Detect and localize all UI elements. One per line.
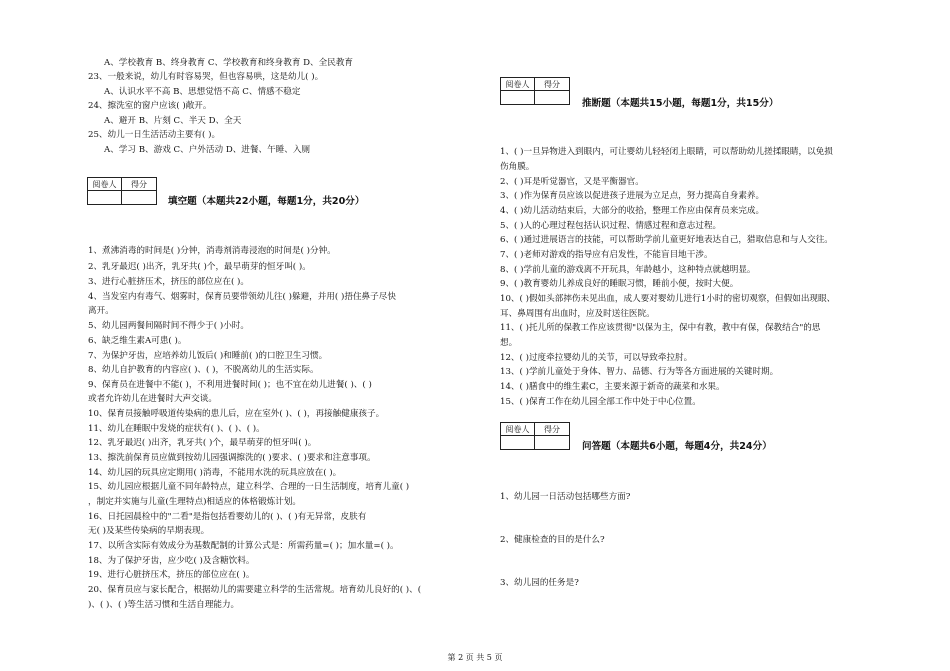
score-box-fill (87, 177, 157, 205)
reviewer-cell (501, 436, 535, 449)
fill-line: 1、煮沸消毒的时间是( )分钟，消毒剂消毒浸泡的时间是( )分钟。 (88, 246, 336, 256)
reviewer-label: 阅卷人 (88, 178, 122, 191)
score-label: 得分 (122, 178, 156, 191)
fill-line: 7、为保护牙齿，应培养幼儿饭后( )和睡前( )的口腔卫生习惯。 (88, 351, 328, 361)
fill-line: 18、为了保护牙齿，应少吃( )及含糖饮料。 (88, 556, 255, 566)
score-label: 得分 (535, 78, 569, 91)
reviewer-label: 阅卷人 (501, 423, 535, 436)
qa-question: 3、幼儿园的任务是? (500, 578, 579, 588)
fill-line: 离开。 (88, 306, 114, 316)
fill-line: 11、幼儿在睡眠中发烧的症状有( )、( )、( )。 (88, 424, 265, 434)
question-line: A、学校教育 B、终身教育 C、学校教育和终身教育 D、全民教育 (104, 58, 354, 68)
judge-line: 2、( )耳是听觉器官，又是平衡器官。 (500, 177, 644, 187)
judge-line: 11、( )托儿所的保教工作应该贯彻"以保为主，保中有教，教中有保，保教结合"的思 (500, 323, 821, 333)
fill-line: 20、保育员应与家长配合，根据幼儿的需要建立科学的生活常规。培育幼儿良好的( )、( (88, 585, 422, 595)
question-line: 24、擦洗室的窗户应该( )敞开。 (88, 101, 212, 111)
question-line: A、学习 B、游戏 C、户外活动 D、进餐、午睡、入厕 (104, 145, 311, 155)
score-cell (535, 436, 569, 449)
fill-line: 16、日托园晨检中的"二看"是指包括看婴幼儿的( )、( )有无异常，皮肤有 (88, 512, 367, 522)
judge-line: 12、( )过度牵拉婴幼儿的关节，可以导致牵拉肘。 (500, 353, 693, 363)
reviewer-label: 阅卷人 (501, 78, 535, 91)
qa-question: 2、健康检查的目的是什么? (500, 535, 605, 545)
reviewer-cell (501, 91, 535, 104)
judge-line: 15、( )保育工作在幼儿园全部工作中处于中心位置。 (500, 397, 701, 407)
fill-line: 2、乳牙最迟( )出齐，乳牙共( )个，最早萌芽的恒牙叫( )。 (88, 262, 311, 272)
fill-line: 17、以所含实际有效成分为基数配制的计算公式是：所需药量=( )；加水量=( )。 (88, 541, 399, 551)
judge-line: 伤角膜。 (500, 162, 535, 172)
fill-line: 12、乳牙最迟( )出齐，乳牙共( )个，最早萌芽的恒牙叫( )。 (88, 438, 317, 448)
fill-line: 4、当发室内有毒气、烟雾时，保育员要带领幼儿往( )躲避，并用( )捂住鼻子尽快 (88, 292, 396, 302)
fill-line: )、( )、( )等生活习惯和生活自理能力。 (88, 600, 240, 610)
judge-line: 3、( )作为保育员应该以促进孩子进展为立足点，努力提高自身素养。 (500, 191, 765, 201)
question-line: 23、一般来说，幼儿有时容易哭，但也容易哄，这是幼儿( )。 (88, 72, 324, 82)
score-box-qa (500, 422, 570, 450)
judge-line: 5、( )人的心理过程包括认识过程、情感过程和意志过程。 (500, 221, 722, 231)
fill-line: 6、缺乏维生素A可患( )。 (88, 336, 187, 346)
judge-line: 1、( )一旦异物进入到眼内，可让婴幼儿轻轻闭上眼睛，可以帮助幼儿搓揉眼睛，以免损 (500, 147, 833, 157)
fill-line: ，制定并实施与儿童(生理特点)相适应的体格锻炼计划。 (88, 497, 301, 507)
question-line: A、避开 B、片刻 C、半天 D、全天 (104, 116, 242, 126)
fill-line: 13、擦洗前保育员应做到按幼儿园强调擦洗的( )要求、( )要求和注意事项。 (88, 453, 376, 463)
fill-line: 14、幼儿园的玩具应定期用( )消毒，不能用水洗的玩具应放在( )。 (88, 468, 342, 478)
judge-line: 13、( )学前儿童处于身体、智力、品德、行为等各方面进展的关键时期。 (500, 367, 779, 377)
judge-line: 耳、鼻周围有出血时，应及时送往医院。 (500, 309, 655, 319)
fill-line: 15、幼儿园应根据儿童不同年龄特点，建立科学、合理的一日生活制度，培育儿童( ) (88, 482, 410, 492)
qa-section-title: 问答题（本题共6小题，每题4分，共24分） (582, 441, 772, 452)
question-line: 25、幼儿一日生活活动主要有( )。 (88, 130, 221, 140)
judge-line: 8、( )学前儿童的游戏离不开玩具，年龄越小，这种特点就越明显。 (500, 265, 756, 275)
judge-line: 6、( )通过进展语言的技能，可以帮助学前儿童更好地表达自己，猎取信息和与人交往。 (500, 235, 833, 245)
reviewer-cell (88, 191, 122, 204)
page-footer: 第 2 页 共 5 页 (447, 653, 503, 662)
judge-line: 9、( )教育婴幼儿养成良好的睡眠习惯，睡前小便，按时大便。 (500, 279, 739, 289)
fill-line: 10、保育员接触呼吸道传染病的患儿后，应在室外( )、( )，再接触健康孩子。 (88, 409, 385, 419)
fill-line: 5、幼儿园两餐间隔时间不得少于( )小时。 (88, 321, 249, 331)
judge-line: 7、( )老师对游戏的指导应有启发性，不能盲目地干涉。 (500, 250, 713, 260)
qa-question: 1、幼儿园一日活动包括哪些方面? (500, 492, 631, 502)
judge-line: 10、( )假如头部摔伤未见出血，成人要对婴幼儿进行1小时的密切观察，但假如出现眼、 (500, 294, 836, 304)
judge-line: 想。 (500, 338, 518, 348)
judge-section-title: 推断题（本题共15小题，每题1分，共15分） (582, 98, 779, 109)
fill-line: 8、幼儿自护教育的内容应( )、( )，不脱离幼儿的生活实际。 (88, 365, 319, 375)
fill-line: 或者允许幼儿在进餐时大声交谈。 (88, 394, 217, 404)
judge-line: 4、( )幼儿活动结束后，大部分的收拾，整理工作应由保育员来完成。 (500, 206, 765, 216)
fill-section-title: 填空题（本题共22小题，每题1分，共20分） (168, 196, 365, 207)
score-label: 得分 (535, 423, 569, 436)
judge-line: 14、( )膳食中的维生素C，主要来源于新奇的蔬菜和水果。 (500, 382, 725, 392)
question-line: A、认识水平不高 B、思想觉悟不高 C、情感不稳定 (104, 87, 301, 97)
score-cell (122, 191, 156, 204)
fill-line: 3、进行心脏挤压术，挤压的部位应在( )。 (88, 277, 249, 287)
fill-line: 19、进行心脏挤压术，挤压的部位应在( )。 (88, 570, 255, 580)
score-box-judge (500, 77, 570, 105)
fill-line: 无( )及某些传染病的早期表现。 (88, 526, 210, 536)
score-cell (535, 91, 569, 104)
left-top-block (0, 0, 475, 160)
fill-line: 9、保育员在进餐中不能( )，不利用进餐时间( )；也不宜在幼儿进餐( )、( ) (88, 380, 372, 390)
